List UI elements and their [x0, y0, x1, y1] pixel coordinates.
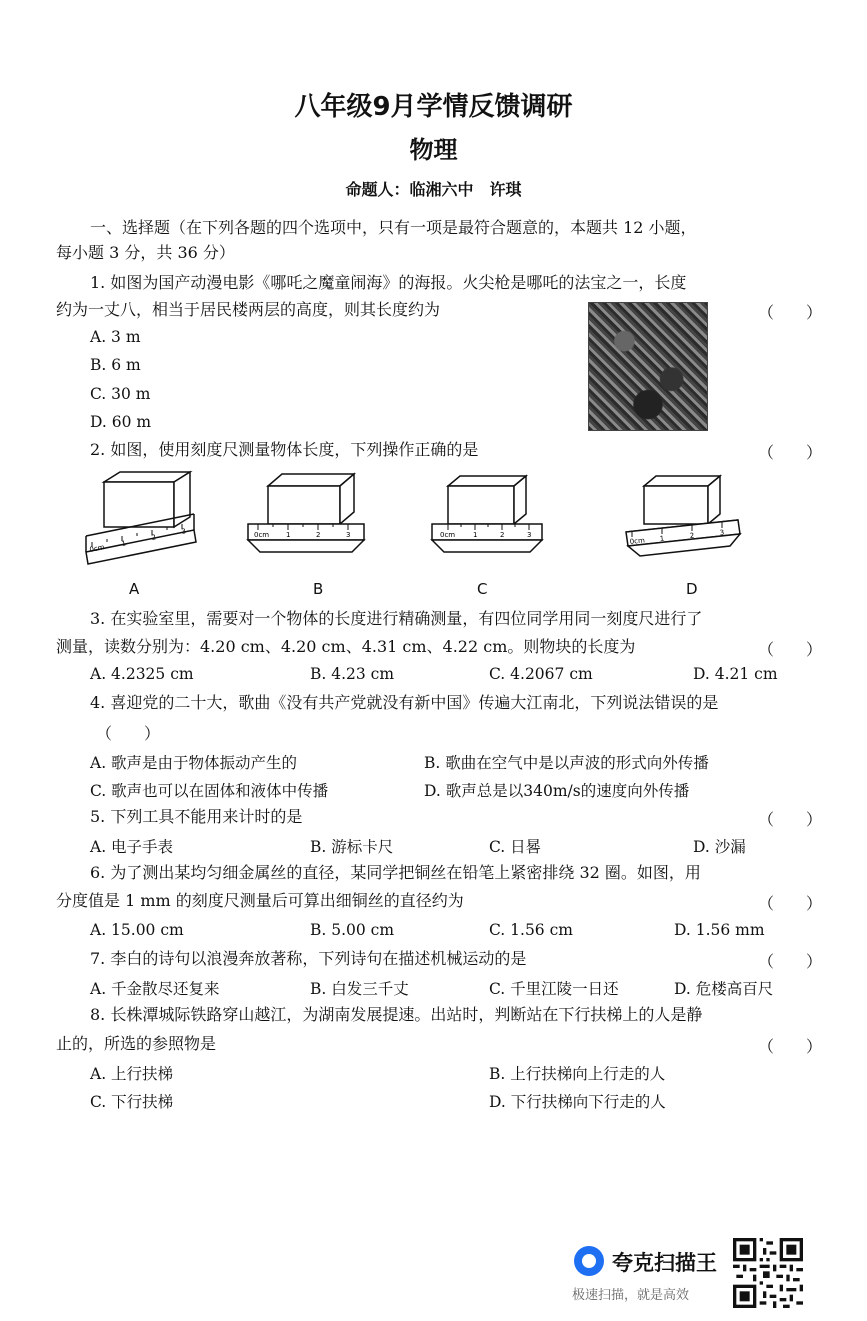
q2-answer-bracket: （ ）	[758, 443, 823, 462]
q7-option-d: D. 危楼高百尺	[674, 980, 774, 998]
q5-option-d: D. 沙漏	[693, 838, 746, 856]
ruler-a-label-3: 3	[180, 527, 187, 536]
q4-option-c: C. 歌声也可以在固体和液体中传播	[90, 782, 329, 800]
author-line: 命题人：临湘六中 许琪	[345, 180, 522, 199]
q6-option-a: A. 15.00 cm	[90, 921, 184, 939]
q8-line2: 止的，所选的参照物是	[56, 1034, 217, 1053]
q3-option-a: A. 4.2325 cm	[90, 665, 194, 683]
q4-line1: 4. 喜迎党的二十大，歌曲《没有共产党就没有新中国》传遍大江南北，下列说法错误的是	[90, 693, 719, 712]
q1-option-a: A. 3 m	[90, 328, 141, 346]
q8-option-a: A. 上行扶梯	[90, 1065, 174, 1083]
q3-option-d: D. 4.21 cm	[693, 665, 778, 683]
ruler-figure-c	[420, 470, 550, 570]
q8-option-b: B. 上行扶梯向上行走的人	[489, 1065, 666, 1083]
q2-line1: 2. 如图，使用刻度尺测量物体长度，下列操作正确的是	[90, 440, 479, 459]
q4-option-d: D. 歌声总是以340m/s的速度向外传播	[424, 782, 690, 800]
q3-line1: 3. 在实验室里，需要对一个物体的长度进行精确测量，有四位同学用同一刻度尺进行了	[90, 609, 703, 628]
ruler-b-label-3: 3	[346, 531, 351, 539]
ruler-c-label-2: 2	[500, 531, 505, 539]
q1-line2: 约为一丈八，相当于居民楼两层的高度，则其长度约为	[56, 300, 441, 319]
q7-option-c: C. 千里江陵一日还	[489, 980, 619, 998]
q4-option-b: B. 歌曲在空气中是以声波的形式向外传播	[424, 754, 709, 772]
q5-option-b: B. 游标卡尺	[310, 838, 394, 856]
ruler-d-label-2: 2	[689, 531, 695, 540]
q5-option-a: A. 电子手表	[90, 838, 174, 856]
subject-title: 物理	[409, 136, 458, 164]
ruler-figure-b	[240, 470, 370, 570]
movie-poster-image	[588, 302, 708, 431]
q1-option-d: D. 60 m	[90, 413, 152, 431]
q7-option-a: A. 千金散尽还复来	[90, 980, 220, 998]
q7-answer-bracket: （ ）	[758, 952, 823, 971]
q3-option-b: B. 4.23 cm	[310, 665, 395, 683]
ruler-figure-d	[618, 470, 748, 570]
q5-line1: 5. 下列工具不能用来计时的是	[90, 807, 303, 826]
q7-option-b: B. 白发三千丈	[310, 980, 409, 998]
ruler-d-label-0: 0cm	[629, 536, 646, 546]
q6-line2: 分度值是 1 mm 的刻度尺测量后可算出细铜丝的直径约为	[56, 891, 464, 910]
q3-option-c: C. 4.2067 cm	[489, 665, 593, 683]
q7-line1: 7. 李白的诗句以浪漫奔放著称，下列诗句在描述机械运动的是	[90, 949, 527, 968]
ruler-a-label-2: 2	[150, 533, 157, 542]
q3-line2: 测量，读数分别为：4.20 cm、4.20 cm、4.31 cm、4.22 cm。则物块的长度为	[56, 637, 636, 656]
ruler-b-label-2: 2	[316, 531, 321, 539]
ruler-d-label-1: 1	[659, 534, 665, 543]
section-heading-line2: 每小题 3 分，共 36 分）	[56, 243, 235, 262]
exam-title: 八年级9月学情反馈调研	[294, 92, 573, 122]
q3-answer-bracket: （ ）	[758, 640, 823, 659]
figure-label-d: D	[686, 580, 698, 598]
figure-label-c: C	[477, 580, 488, 598]
ruler-a-label-1: 1	[120, 539, 127, 548]
qr-code-icon	[733, 1238, 803, 1308]
q1-answer-bracket: （ ）	[758, 303, 823, 322]
section-heading-line1: 一、选择题（在下列各题的四个选项中，只有一项是最符合题意的，本题共 12 小题，	[90, 218, 697, 237]
ruler-figure-a	[82, 470, 202, 570]
q1-line1: 1. 如图为国产动漫电影《哪吒之魔童闹海》的海报。火尖枪是哪吒的法宝之一，长度	[90, 273, 687, 292]
q8-answer-bracket: （ ）	[758, 1037, 823, 1056]
ruler-b-label-1: 1	[286, 531, 291, 539]
q6-option-d: D. 1.56 mm	[674, 921, 765, 939]
scanner-brand: 夸克扫描王	[612, 1251, 717, 1275]
ruler-a-label-0: 0cm	[88, 543, 106, 554]
scanner-logo-icon	[574, 1246, 604, 1276]
q4-option-a: A. 歌声是由于物体振动产生的	[90, 754, 298, 772]
q4-answer-bracket: （ ）	[96, 724, 161, 743]
q8-option-c: C. 下行扶梯	[90, 1093, 174, 1111]
q6-answer-bracket: （ ）	[758, 894, 823, 913]
q6-option-b: B. 5.00 cm	[310, 921, 395, 939]
q8-line1: 8. 长株潭城际铁路穿山越江，为湖南发展提速。出站时，判断站在下行扶梯上的人是静	[90, 1005, 703, 1024]
q5-option-c: C. 日晷	[489, 838, 542, 856]
q6-option-c: C. 1.56 cm	[489, 921, 573, 939]
figure-label-a: A	[129, 580, 140, 598]
scanner-slogan: 极速扫描，就是高效	[572, 1288, 690, 1303]
ruler-c-label-0: 0cm	[440, 531, 456, 539]
q5-answer-bracket: （ ）	[758, 810, 823, 829]
ruler-c-label-3: 3	[527, 531, 532, 539]
q1-option-b: B. 6 m	[90, 356, 141, 374]
ruler-c-label-1: 1	[473, 531, 478, 539]
q8-option-d: D. 下行扶梯向下行走的人	[489, 1093, 666, 1111]
ruler-d-label-3: 3	[719, 528, 725, 537]
q6-line1: 6. 为了测出某均匀细金属丝的直径，某同学把铜丝在铅笔上紧密排绕 32 圈。如图，用	[90, 863, 701, 882]
q1-option-c: C. 30 m	[90, 385, 151, 403]
ruler-b-label-0: 0cm	[254, 531, 270, 539]
figure-label-b: B	[313, 580, 324, 598]
